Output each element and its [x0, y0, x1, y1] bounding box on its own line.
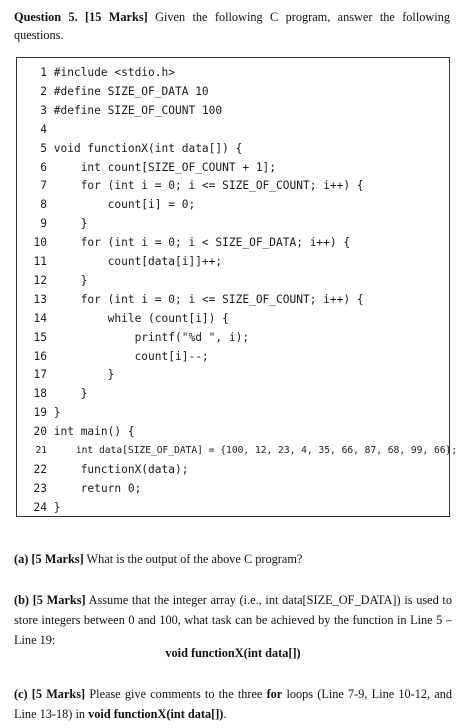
line-number: 2	[40, 84, 47, 98]
code-text: }	[53, 368, 115, 382]
code-text: while (count[i]) {	[53, 311, 229, 325]
part-c-for-keyword: for	[266, 687, 283, 701]
code-text: }	[53, 387, 88, 401]
line-number: 14	[33, 311, 47, 325]
line-number: 16	[33, 349, 47, 363]
code-line-3	[17, 101, 222, 120]
line-number: 15	[33, 330, 47, 344]
line-number: 23	[33, 481, 47, 495]
code-line-12	[17, 271, 87, 290]
code-text: }	[53, 217, 88, 231]
part-a	[14, 549, 452, 569]
code-listing	[16, 57, 458, 517]
line-number: 11	[33, 255, 47, 268]
code-line-8	[17, 195, 195, 214]
code-line-19	[17, 403, 61, 422]
code-text: functionX(data);	[53, 462, 189, 476]
part-c	[14, 684, 452, 724]
code-line-9	[17, 214, 87, 233]
line-number: 20	[33, 425, 47, 439]
line-number: 3	[40, 103, 47, 117]
code-line-1	[17, 63, 175, 82]
code-text: #define SIZE_OF_COUNT 100	[53, 103, 223, 117]
code-line-23	[17, 479, 141, 498]
code-text: #define SIZE_OF_DATA 10	[53, 84, 209, 98]
line-number: 12	[33, 273, 47, 287]
part-b	[14, 590, 452, 650]
line-number: 7	[40, 179, 47, 193]
code-line-4	[17, 120, 54, 139]
code-line-18	[17, 384, 87, 403]
code-text: for (int i = 0; i < SIZE_OF_DATA; i++) {	[53, 236, 351, 250]
code-text: count[i] = 0;	[53, 198, 196, 212]
part-c-text-middle: loops (Line 7-9, Line 10-12, and Line 13-18) in	[14, 687, 453, 721]
line-number: 13	[33, 292, 47, 306]
part-a-text: What is the output of the above C program?	[86, 552, 303, 566]
code-text: #include <stdio.h>	[53, 66, 175, 79]
question-title: Question 5. [15 Marks]	[14, 10, 148, 24]
code-line-15	[17, 328, 249, 347]
code-line-7	[17, 176, 364, 195]
line-number: 4	[40, 122, 47, 136]
code-line-14	[17, 309, 229, 328]
code-line-10	[17, 233, 350, 252]
code-line-2	[17, 82, 209, 101]
line-number: 22	[33, 462, 47, 476]
code-line-13	[17, 290, 364, 309]
line-number: 5	[40, 141, 47, 155]
code-text: }	[53, 406, 61, 420]
code-text: int main() {	[53, 425, 135, 439]
line-number: 17	[33, 368, 47, 382]
part-b-text: Assume that the integer array (i.e., int data[SIZE_OF_DATA]) is used to store integers between 0 and 100, what task can be achieved by the function in Line 5 – Line 19:	[14, 593, 452, 647]
code-text: return 0;	[53, 481, 142, 495]
code-line-21	[17, 441, 457, 460]
code-text: for (int i = 0; i <= SIZE_OF_COUNT; i++) {	[53, 292, 364, 306]
line-number: 8	[40, 198, 47, 212]
code-text: printf("%d ", i);	[53, 330, 250, 344]
line-number: 10	[33, 236, 47, 250]
line-number: 18	[33, 387, 47, 401]
line-number: 6	[40, 160, 47, 174]
line-number: 9	[40, 217, 47, 231]
question-intro: Given the following C program, answer the following questions.	[14, 10, 451, 42]
code-text: int data[SIZE_OF_DATA] = {100, 12, 23, 4, 35, 66, 87, 68, 99, 66};	[52, 445, 458, 456]
code-line-11	[17, 252, 222, 271]
part-b-label: (b) [5 Marks]	[14, 593, 86, 607]
code-line-22	[17, 460, 188, 479]
code-text: for (int i = 0; i <= SIZE_OF_COUNT; i++) {	[53, 179, 364, 193]
part-c-function: void functionX(int data[])	[88, 707, 224, 721]
code-line-5	[17, 139, 242, 158]
part-c-label: (c) [5 Marks]	[14, 687, 86, 701]
line-number: 1	[40, 66, 47, 79]
line-number: 21	[35, 445, 47, 456]
question-header	[14, 8, 450, 44]
code-text: int count[SIZE_OF_COUNT + 1];	[53, 160, 277, 174]
part-b-signature: void functionX(int data[])	[165, 646, 301, 660]
code-line-17	[17, 365, 114, 384]
code-line-20	[17, 422, 135, 441]
code-line-16	[17, 347, 209, 366]
code-text: count[data[i]]++;	[53, 255, 223, 268]
code-line-6	[17, 158, 276, 177]
code-text: void functionX(int data[]) {	[53, 141, 243, 155]
code-line-24	[17, 498, 61, 517]
code-text: }	[53, 500, 61, 514]
code-text: }	[53, 273, 88, 287]
part-a-label: (a) [5 Marks]	[14, 552, 84, 566]
code-text: count[i]--;	[53, 349, 209, 363]
line-number: 24	[33, 500, 47, 514]
line-number: 19	[33, 406, 47, 420]
part-c-text-before: Please give comments to the three	[89, 687, 263, 701]
part-c-text-end: .	[223, 707, 227, 721]
